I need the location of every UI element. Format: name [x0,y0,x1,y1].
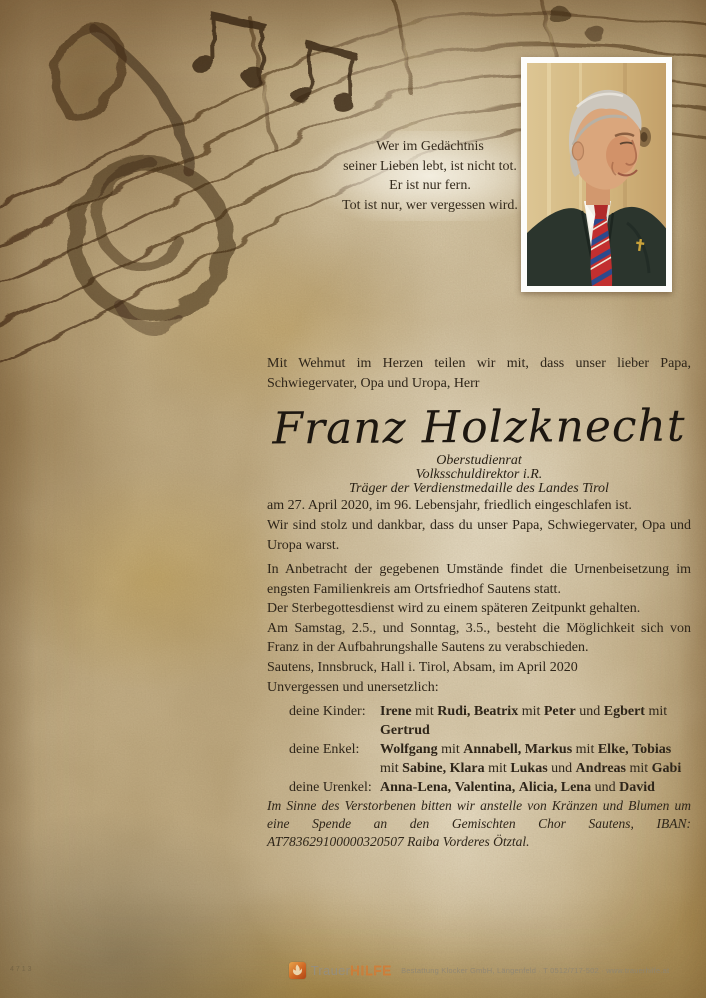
title-line: Oberstudienrat [436,453,522,468]
footer [267,958,691,982]
family-relation-label: deine Kinder: [289,703,366,719]
memorial-quote-line: Wer im Gedächtnis [376,139,484,154]
family-row [267,778,691,797]
brand-suffix: HILFE [350,962,393,978]
memorial-quote-line: seiner Lieben lebt, ist nicht tot. [343,158,517,174]
announcement-content [267,354,691,851]
deceased-titles [267,454,691,496]
corner-note: 4713 [10,966,34,973]
family-relation-label: deine Urenkel: [289,779,372,795]
donation-note: Im Sinne des Verstorbenen bitten wir anstelle von Kränzen und Blumen um eine Spende an den Gemischten Chor Sautens, IBAN: AT783629100000320507 Raiba Vorderes Ötztal. [267,797,691,849]
funeral-info-line: Am Samstag, 2.5., und Sonntag, 3.5., besteht die Möglichkeit sich von Franz in der Aufbahrungshalle Sautens zu verabschieden. [267,620,691,655]
trauerhilfe-brand [311,963,392,978]
family-relation-label: deine Enkel: [289,741,360,757]
family-row [267,740,691,778]
treble-clef-icon [57,28,225,329]
funeral-info [267,560,691,658]
memorial-quote-line: Er ist nur fern. [389,178,471,193]
family-names: Anna-Lena, Valentina, Alicia, Lena und David [380,779,655,795]
title-line: Volksschuldirektor i.R. [415,467,543,482]
deceased-name: Franz Holzknecht [272,400,686,455]
funeral-info-line: Der Sterbegottesdienst wird zu einem späteren Zeitpunkt gehalten. [267,601,641,616]
funeral-info-line: In Anbetracht der gegebenen Umstände findet die Urnenbeisetzung im engsten Familienkreis am Ortsfriedhof Sautens statt. [267,562,691,597]
footer-info-text: Bestattung Klocker GmbH, Längenfeld · T 0512/717-502 · www.trauerhilfe.at [401,965,670,975]
family-list [267,702,691,797]
family-row [267,702,691,740]
memorial-quote [305,131,555,221]
death-line: am 27. April 2020, im 96. Lebensjahr, friedlich eingeschlafen ist. [267,498,632,513]
trauerhilfe-logo-icon [289,962,306,979]
title-line: Träger der Verdienstmedaille des Landes Tirol [349,481,609,496]
place-date-line: Sautens, Innsbruck, Hall i. Tirol, Absam, im April 2020 [267,659,578,675]
gratitude-paragraph: Wir sind stolz und dankbar, dass du unser Papa, Schwiegervater, Opa und Uropa warst. [267,518,691,553]
remembrance-line: Unvergessen und unersetzlich: [267,679,439,695]
portrait-photo [521,57,672,292]
portrait-illustration [527,63,666,286]
family-names: Irene mit Rudi, Beatrix mit Peter und Egbert mit Gertrud [380,703,668,738]
intro-paragraph: Mit Wehmut im Herzen teilen wir mit, dass unser lieber Papa, Schwiegervater, Opa und Uropa, Herr [267,356,691,391]
brand-prefix: Trauer [310,962,351,978]
family-names: Wolfgang mit Annabell, Markus mit Elke, Tobias mit Sabine, Klara mit Lukas und Andreas mit Gabi [380,741,682,776]
memorial-quote-line: Tot ist nur, wer vergessen wird. [342,197,518,213]
